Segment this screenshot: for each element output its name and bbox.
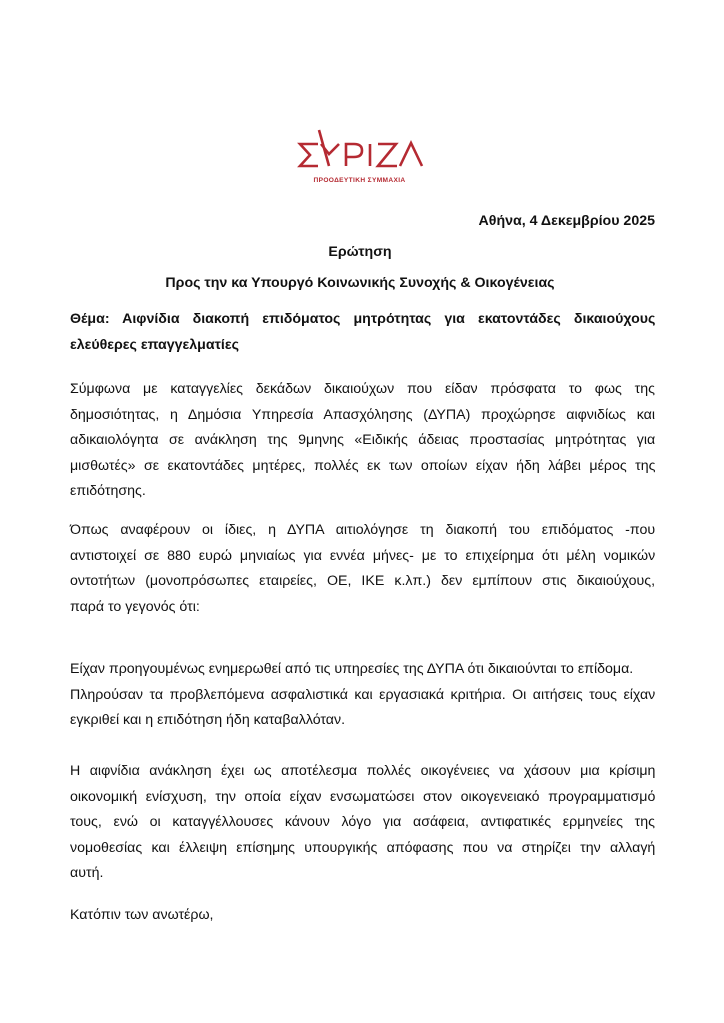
paragraph-line: δημοσιότητας, η Δημόσια Υπηρεσία Απασχόλησης (ΔΥΠΑ) προχώρησε αιφνιδίως και (70, 406, 655, 423)
paragraph-5 (70, 903, 655, 929)
paragraph-line: Πληρούσαν τα προβλεπόμενα ασφαλιστικά και εργασιακά κριτήρια. Οι αιτήσεις τους είχαν (70, 686, 656, 703)
paragraph-line: Σύμφωνα με καταγγελίες δεκάδων δικαιούχων που είδαν πρόσφατα το φως της (70, 381, 655, 397)
subject (70, 306, 655, 358)
paragraph-1 (70, 377, 655, 505)
paragraph-2 (70, 518, 655, 620)
paragraph-line: οντοτήτων (μονοπρόσωπες εταιρείες, ΟΕ, ΙΚΕ κ.λπ.) δεν εμπίπουν στις δικαιούχους, (70, 573, 656, 589)
paragraph-line: αδικαιολόγητα σε ανάκληση της 9μηνης «Ειδικής άδειας προστασίας μητρότητας για (70, 432, 656, 448)
paragraph-line: Κατόπιν των ανωτέρω, (70, 907, 214, 923)
paragraph-line: αντιστοιχεί σε 880 ευρώ μηνιαίως για εννέα μήνες- με το επιχείρημα ότι μέλη νομικών (70, 547, 656, 564)
paragraph-4 (70, 759, 655, 887)
paragraph-line: αυτή. (70, 865, 104, 881)
paragraph-3 (70, 657, 655, 734)
paragraph-line: μισθωτές» σε εκατοντάδες μητέρες, πολλές εκ των οποίων είχαν ήδη λάβει μέρος της (70, 457, 656, 474)
recipient: Προς την κα Υπουργό Κοινωνικής Συνοχής & Οικογένειας (165, 275, 555, 291)
paragraph-line: παρά το γεγονός ότι: (70, 598, 200, 615)
paragraph-line: εγκριθεί και η επιδότηση ήδη καταβαλλόταν. (70, 712, 346, 728)
paragraph-line: τους, ενώ οι καταγγέλλουσες κάνουν λόγο για ασάφεια, αντιφατικές ερμηνείες της (70, 814, 655, 830)
subject-line: Θέμα: Αιφνίδια διακοπή επιδόματος μητρότητας για εκατοντάδες δικαιούχους (70, 311, 656, 327)
subject-line: ελεύθερες επαγγελματίες (70, 337, 239, 353)
document-type: Ερώτηση (328, 244, 392, 260)
paragraph-line: Είχαν προηγουμένως ενημερωθεί από τις υπηρεσίες της ΔΥΠΑ ότι δικαιούνται το επίδομα. (70, 661, 634, 677)
syriza-logo-icon (296, 128, 426, 174)
document-date: Αθήνα, 4 Δεκεμβρίου 2025 (478, 213, 655, 229)
paragraph-line: Η αιφνίδια ανάκληση έχει ως αποτέλεσμα πολλές οικογένειες να χάσουν μια κρίσιμη (70, 763, 656, 779)
party-logo (296, 128, 428, 186)
paragraph-line: επιδότησης. (70, 483, 146, 499)
paragraph-line: νομοθεσίας και έλλειψη επίσημης υπουργικής απόφασης που να στηρίζει την αλλαγή (70, 839, 656, 856)
logo-subtitle: ΠΡΟΟΔΕΥΤΙΚΗ ΣΥΜΜΑΧΙΑ (313, 177, 406, 184)
paragraph-line: οικονομική ενίσχυση, την οποία είχαν ενσωματώσει στον οικογενειακό προγραμματισμό (70, 788, 656, 805)
paragraph-line: Όπως αναφέρουν οι ίδιες, η ΔΥΠΑ αιτιολόγησε τη διακοπή του επιδόματος -που (70, 522, 656, 538)
